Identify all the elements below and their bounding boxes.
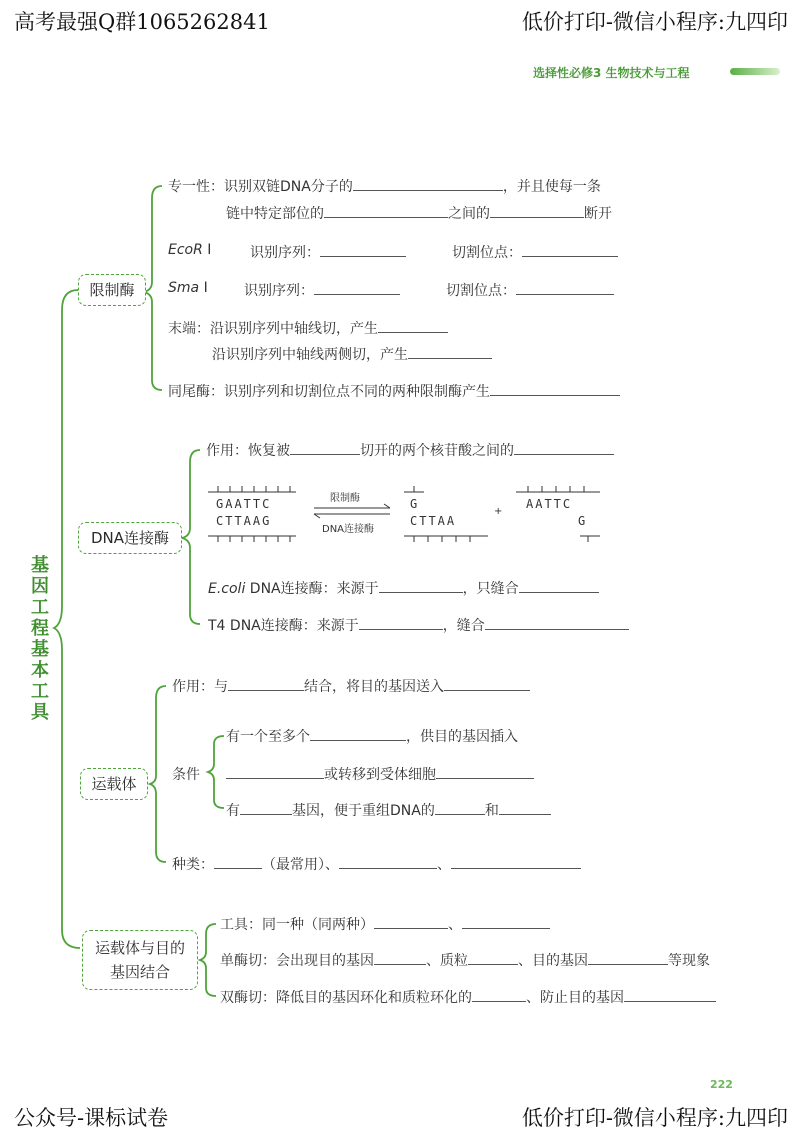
smai-seq: 识别序列： xyxy=(244,280,400,300)
blank xyxy=(359,615,443,630)
footer-account: 公众号-课标试卷 xyxy=(14,1106,169,1130)
combine-tools: 工具：同一种（同两种） 、 xyxy=(220,914,550,934)
blank xyxy=(226,764,324,779)
blank xyxy=(379,578,463,593)
blank xyxy=(490,203,584,218)
blank xyxy=(324,203,448,218)
condition-3: 有 基因，便于重组DNA的 和 xyxy=(226,800,551,820)
blank xyxy=(436,764,534,779)
fragment2-bottom: G xyxy=(578,514,588,528)
blank xyxy=(378,318,448,333)
blank xyxy=(516,280,614,295)
blank xyxy=(214,854,262,869)
blank xyxy=(588,950,668,965)
blank xyxy=(435,800,485,815)
ends-line-1: 末端：沿识别序列中轴线切，产生 xyxy=(168,318,448,338)
ligase-function: 作用：恢复被 切开的两个核苷酸之间的 xyxy=(206,440,614,460)
seq-bottom-left: CTTAAG xyxy=(216,514,272,528)
fragment1-bottom: CTTAA xyxy=(410,514,457,528)
vector-box: 运载体 xyxy=(80,768,148,800)
specificity-line-2: 链中特定部位的 之间的 断开 xyxy=(226,203,612,223)
arrow-label-ligase: DNA连接酶 xyxy=(322,524,375,535)
blank xyxy=(320,242,406,257)
t4-ligase-line: T4 DNA连接酶：来源于 ，缝合 xyxy=(208,615,629,635)
dna-ligase-box: DNA连接酶 xyxy=(78,522,182,554)
blank xyxy=(624,987,716,1002)
smai-cut: 切割位点： xyxy=(446,280,614,300)
ecoli-ligase-line: E.coli DNA连接酶：来源于 ，只缝合 xyxy=(208,578,599,598)
header-qq-group: 高考最强Q群1065262841 xyxy=(14,10,270,34)
ends-line-2: 沿识别序列中轴线两侧切，产生 xyxy=(212,344,492,364)
single-digestion: 单酶切：会出现目的基因 、质粒 、目的基因 等现象 xyxy=(220,950,710,970)
ecori-row: EcoR Ⅰ xyxy=(168,242,212,258)
mindmap-title: 基因工程基本工具 xyxy=(31,555,49,723)
blank xyxy=(353,176,503,191)
blank xyxy=(290,440,360,455)
blank xyxy=(514,440,614,455)
page-number: 222 xyxy=(710,1078,733,1091)
smai-row: Sma Ⅰ xyxy=(168,280,208,296)
condition-1: 有一个至多个 ，供目的基因插入 xyxy=(226,726,518,746)
blank xyxy=(485,615,629,630)
ecori-cut: 切割位点： xyxy=(452,242,618,262)
blank xyxy=(490,381,620,396)
blank xyxy=(468,950,518,965)
blank xyxy=(339,854,437,869)
blank xyxy=(499,800,551,815)
isocaudomer-line: 同尾酶：识别序列和切割位点不同的两种限制酶产生 xyxy=(168,381,620,401)
restriction-enzyme-box: 限制酶 xyxy=(78,274,146,306)
blank xyxy=(374,950,426,965)
blank xyxy=(408,344,492,359)
vector-function: 作用：与 结合，将目的基因送入 xyxy=(172,676,530,696)
blank xyxy=(374,914,448,929)
blank xyxy=(451,854,581,869)
fragment2-top: AATTC xyxy=(526,497,573,511)
blank xyxy=(519,578,599,593)
blank xyxy=(228,676,304,691)
double-digestion: 双酶切：降低目的基因环化和质粒环化的 、防止目的基因 xyxy=(220,987,716,1007)
blank xyxy=(314,280,400,295)
specificity-line-1: 专一性：识别双链DNA分子的 ，并且使每一条 xyxy=(168,176,601,196)
arrow-label-restriction: 限制酶 xyxy=(330,493,360,504)
blank xyxy=(444,676,530,691)
conditions-label: 条件 xyxy=(172,767,200,783)
vector-gene-combination-box: 运载体与目的基因结合 xyxy=(82,930,198,990)
blank xyxy=(462,914,550,929)
plus-sign: + xyxy=(494,506,503,517)
condition-2: 或转移到受体细胞 xyxy=(226,764,534,784)
blank xyxy=(310,726,406,741)
footer-print-ad: 低价打印-微信小程序:九四印 xyxy=(521,1106,788,1130)
seq-top-left: GAATTC xyxy=(216,497,272,511)
chapter-label: 选择性必修3 生物技术与工程 xyxy=(533,66,690,80)
blank xyxy=(522,242,618,257)
fragment1-top: G xyxy=(410,497,420,511)
blank xyxy=(240,800,292,815)
blank xyxy=(472,987,526,1002)
ecori-seq: 识别序列： xyxy=(250,242,406,262)
vector-kinds: 种类： （最常用）、 、 xyxy=(172,854,581,874)
header-print-ad: 低价打印-微信小程序:九四印 xyxy=(521,10,788,34)
